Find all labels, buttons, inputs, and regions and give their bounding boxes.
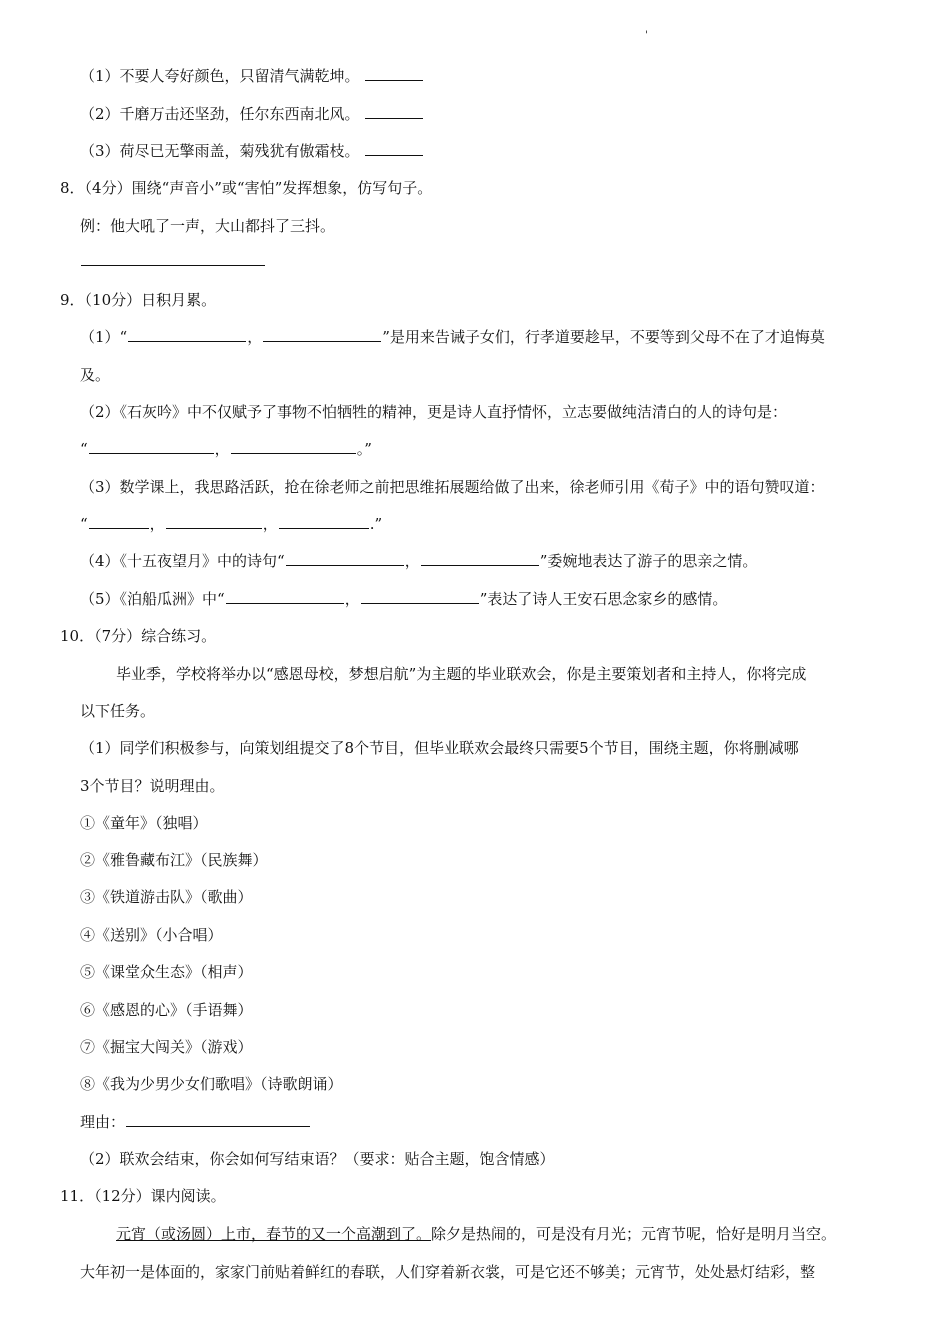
text: ，: [214, 440, 230, 458]
q8-answer: [80, 250, 266, 272]
q7-item-3: [80, 140, 424, 162]
text: （1）“: [80, 328, 128, 346]
program-item: ⑧《我为少男少女们歌唱》（诗歌朗诵）: [80, 1075, 343, 1093]
q8-title: 8．（4分）围绕“声音小”或“害怕”发挥想象，仿写句子。: [60, 179, 433, 197]
q10-part-1: （1）同学们积极参与，向策划组提交了8个节目，但毕业联欢会最终只需要5个节目，围绕主题，你将删减哪: [80, 739, 799, 757]
text: （4）《十五夜望月》中的诗句“: [80, 552, 285, 570]
text: ，: [344, 590, 360, 608]
q10-intro: 毕业季，学校将举办以“感恩母校，梦想启航”为主题的毕业联欢会，你是主要策划者和主持人，你将完成: [116, 665, 807, 683]
text: （5）《泊船瓜洲》中“: [80, 590, 225, 608]
q11-passage-line-2: 大年初一是体面的，家家门前贴着鲜红的春联，人们穿着新衣裳，可是它还不够美；元宵节，处处悬灯结彩，整: [80, 1263, 816, 1281]
q9-4: [80, 550, 757, 572]
answer-blank[interactable]: [421, 550, 539, 566]
text: ，: [149, 515, 165, 533]
answer-blank[interactable]: [166, 513, 262, 529]
text: “: [80, 440, 88, 458]
q10-title: 10．（7分）综合练习。: [60, 627, 217, 645]
answer-blank[interactable]: [365, 103, 423, 119]
q9-1: [80, 326, 825, 348]
reason-label: 理由：: [80, 1113, 126, 1131]
answer-blank[interactable]: [286, 550, 404, 566]
text: 除夕是热闹的，可是没有月光；元宵节呢，恰好是明月当空。: [431, 1225, 837, 1243]
text: 。”: [356, 440, 372, 458]
q10-intro-cont: 以下任务。: [80, 702, 156, 720]
answer-blank[interactable]: [89, 438, 214, 454]
q9-3: （3）数学课上，我思路活跃，抢在徐老师之前把思维拓展题给做了出来，徐老师引用《荀子》中的语句赞叹道：: [80, 478, 825, 496]
answer-blank[interactable]: [89, 513, 149, 529]
program-item: ⑤《课堂众生态》（相声）: [80, 963, 253, 981]
text: ”是用来告诫子女们，行孝道要趁早，不要等到父母不在了才追悔莫: [382, 328, 825, 346]
q11-title: 11．（12分）课内阅读。: [60, 1187, 226, 1205]
answer-blank[interactable]: [279, 513, 369, 529]
q9-2: （2）《石灰吟》中不仅赋予了事物不怕牺牲的精神，更是诗人直抒情怀，立志要做纯洁清白的人的诗句是：: [80, 403, 788, 421]
text: ，: [262, 515, 278, 533]
answer-blank[interactable]: [365, 140, 423, 156]
header-mark: ': [645, 30, 648, 41]
program-item: ④《送别》（小合唱）: [80, 926, 223, 944]
answer-blank[interactable]: [365, 65, 423, 81]
program-item: ②《雅鲁藏布江》（民族舞）: [80, 851, 268, 869]
q10-part-1-cont: 3个节目？说明理由。: [80, 777, 225, 795]
item-text: （3）荷尽已无擎雨盖，菊残犹有傲霜枝。: [80, 142, 360, 160]
answer-blank[interactable]: [231, 438, 356, 454]
program-item: ⑥《感恩的心》（手语舞）: [80, 1001, 253, 1019]
item-text: （2）千磨万击还坚劲，任尔东西南北风。: [80, 105, 360, 123]
answer-blank[interactable]: [226, 588, 344, 604]
reason-line: [80, 1111, 311, 1133]
text: ，: [247, 328, 263, 346]
q9-3-answer: [80, 513, 382, 535]
answer-blank[interactable]: [81, 250, 265, 266]
answer-blank[interactable]: [361, 588, 479, 604]
q8-example: 例：他大吼了一声，大山都抖了三抖。: [80, 217, 336, 235]
q9-title: 9．（10分）日积月累。: [60, 291, 217, 309]
q9-5: [80, 588, 727, 610]
reason-blank[interactable]: [126, 1111, 310, 1127]
answer-blank[interactable]: [263, 326, 381, 342]
program-item: ①《童年》（独唱）: [80, 814, 208, 832]
q9-1-cont: 及。: [80, 366, 111, 384]
q7-item-1: [80, 65, 424, 87]
q9-2-answer: [80, 438, 372, 460]
answer-blank[interactable]: [128, 326, 246, 342]
q11-passage-line-1: [116, 1223, 836, 1245]
program-item: ③《铁道游击队》（歌曲）: [80, 888, 253, 906]
program-item: ⑦《掘宝大闯关》（游戏）: [80, 1038, 253, 1056]
underlined-sentence: 元宵（或汤圆）上市，春节的又一个高潮到了。: [116, 1225, 432, 1243]
q10-part-2: （2）联欢会结束，你会如何写结束语？（要求：贴合主题，饱含情感）: [80, 1150, 555, 1168]
q7-item-2: [80, 103, 424, 125]
item-text: （1）不要人夸好颜色，只留清气满乾坤。: [80, 67, 360, 85]
text: ，: [404, 552, 420, 570]
text: ”委婉地表达了游子的思亲之情。: [539, 552, 758, 570]
text: ”表达了诗人王安石思念家乡的感情。: [479, 590, 728, 608]
text: .”: [369, 515, 383, 533]
text: “: [80, 515, 88, 533]
